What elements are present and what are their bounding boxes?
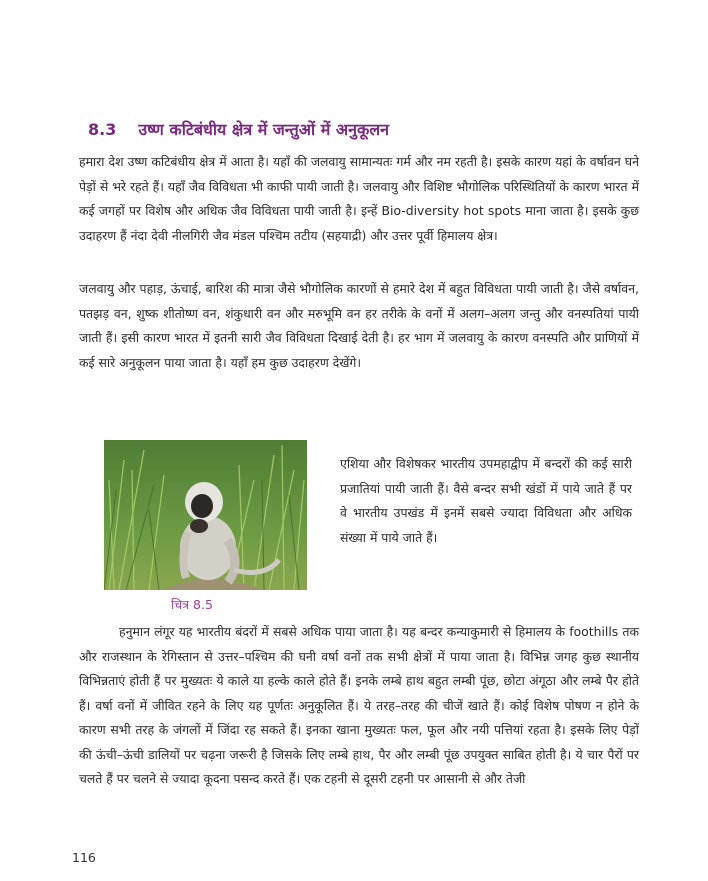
page-number: 116 bbox=[72, 850, 96, 865]
paragraph-diversity: जलवायु और पहाड़, ऊंचाई, बारिश की मात्रा जैसे भौगोलिक कारणों से हमारे देश में बहुत विविधता पायी जाती है। जैसे वर्षावन, पतझड़ वन, शुष्क शीतोष्ण वन, शंकुधारी वन और मरुभूमि वन हर तरीके के वनों में अलग–अलग जन्तु और वनस्पतियां पायी जाती हैं। इसी कारण भारत में इतनी सारी जैव विविधता दिखाई देती है। हर भाग में जलवायु के कारण वनस्पति और प्राणियों में कई सारे अनुकूलन पाया जाता है। यहाँ हम कुछ उदाहरण देखेंगे। bbox=[79, 281, 639, 370]
langur-illustration bbox=[104, 440, 307, 590]
sidebar-paragraph: एशिया और विशेषकर भारतीय उपमहाद्वीप में बन्दरों की कई सारी प्रजातियां पायी जाती हैं। वैसे बन्दर सभी खंडों में पाये जाते हैं पर वे भारतीय उपखंड में इनमें सबसे ज्यादा विविधता और अधिक संख्या में पाये जाते हैं। bbox=[340, 456, 632, 545]
section-title: उष्ण कटिबंधीय क्षेत्र में जन्तुओं में अनुकूलन bbox=[138, 120, 389, 139]
figure-caption: चित्र 8.5 bbox=[171, 597, 213, 612]
section-number: 8.3 bbox=[88, 120, 117, 139]
paragraph-langur: हनुमान लंगूर यह भारतीय बंदरों में सबसे अधिक पाया जाता है। यह बन्दर कन्याकुमारी से हिमालय के foothills तक और राजस्थान के रेगिस्तान से उत्तर–पश्चिम की घनी वर्षा वनों तक सभी क्षेत्रों में पाया जाता है। विभिन्न जगह कुछ स्थानीय विभिन्नताएं होती हैं पर मुख्यतः ये काले या हल्के काले होते हैं। इनके लम्बे हाथ बहुत लम्बी पूंछ, छोटा अंगूठा और लम्बे पैर होते हैं। वर्षा वनों में जीवित रहने के लिए यह पूर्णतः अनुकूलित हैं। ये तरह–तरह की चीजें खाते हैं। कोई विशेष पोषण न होने के कारण सभी तरह के जंगलों में जिंदा रह सकते हैं। इनका खाना मुख्यतः फल, फूल और नयी पत्तियां रहता है। इसके लिए पेड़ों की ऊंची–ऊंची डालियों पर चढ़ना जरूरी है जिसके लिए लम्बे हाथ, पैर और लम्बी पूंछ उपयुक्त साबित होती है। ये चार पैरों पर चलते हैं पर चलने से ज्यादा कूदना पसन्द करते हैं। एक टहनी से दूसरी टहनी पर आसानी से और तेजी bbox=[79, 624, 639, 786]
paragraph-intro: हमारा देश उष्ण कटिबंधीय क्षेत्र में आता है। यहाँ की जलवायु सामान्यतः गर्म और नम रहती है। इसके कारण यहां के वर्षावन घने पेड़ों से भरे रहते हैं। यहाँ जैव विविधता भी काफी पायी जाती है। जलवायु और विशिष्ट भौगोलिक परिस्थितियों के कारण भारत में कई जगहों पर विशेष और अधिक जैव विविधता पायी जाती है। इन्हें Bio-diversity hot spots माना जाता है। इसके कुछ उदाहरण हैं नंदा देवी नीलगिरी जैव मंडल पश्चिम तटीय (सहयाद्री) और उत्तर पूर्वी हिमालय क्षेत्र। bbox=[79, 154, 639, 243]
langur-photo bbox=[104, 440, 307, 590]
section-heading bbox=[88, 118, 648, 140]
